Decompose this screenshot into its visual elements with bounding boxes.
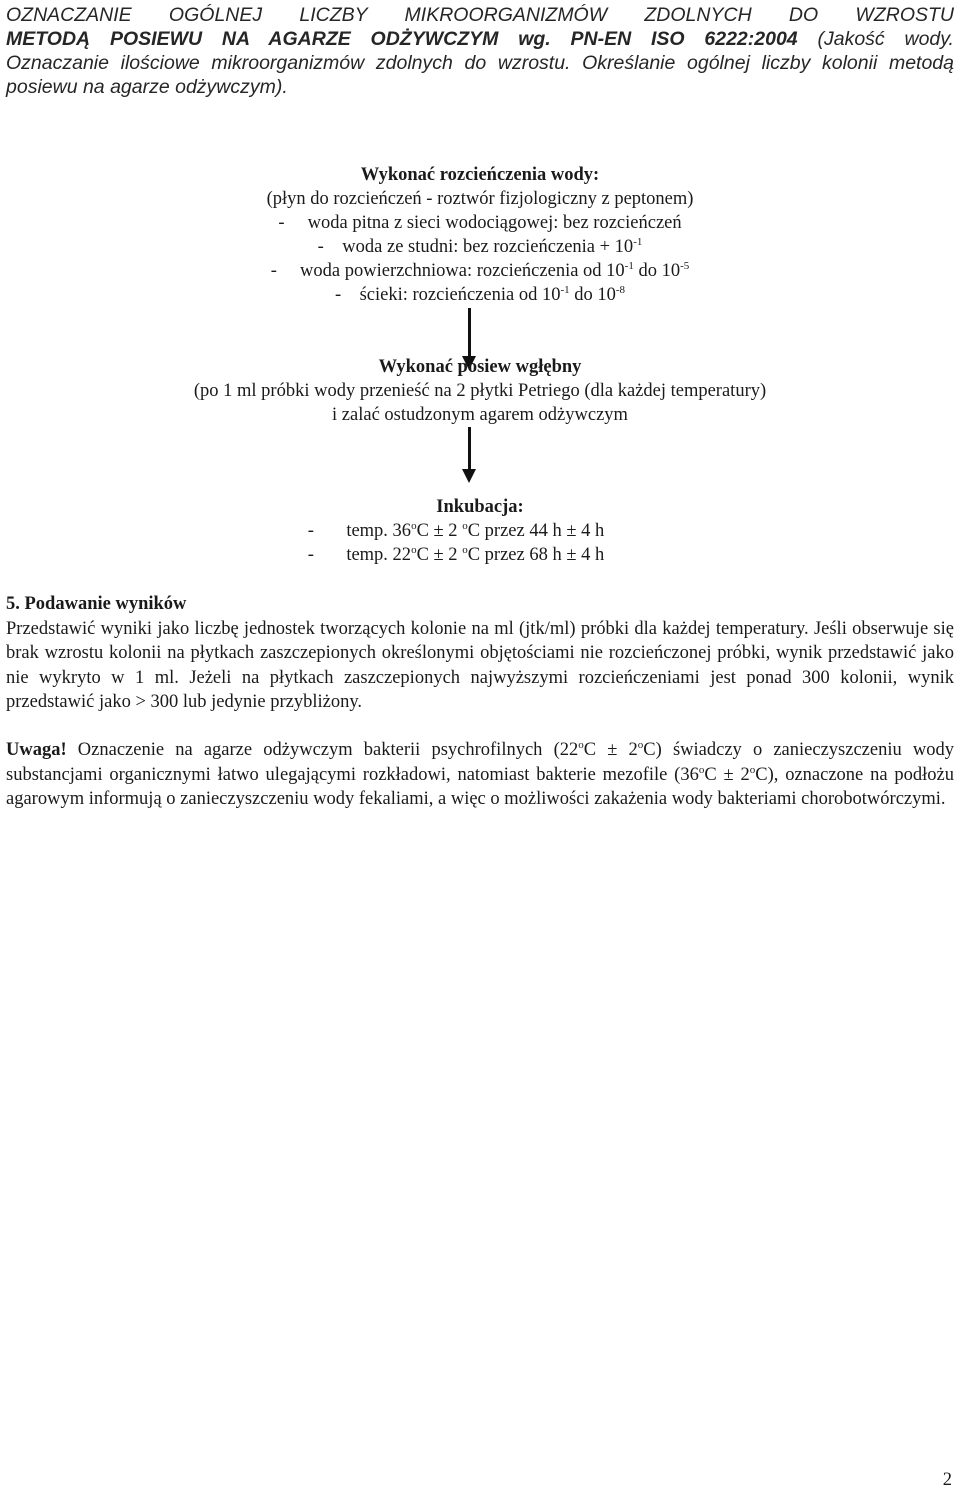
degree-sup: o — [637, 739, 644, 751]
degree-sup: o — [698, 763, 705, 776]
incubation-temp: temp. 22 — [346, 545, 412, 565]
dilution-block — [0, 163, 960, 307]
dilution-item-text: ścieki: rozcieńczenia od 10 — [359, 285, 561, 305]
incubation-duration: C przez 44 h ± 4 h — [467, 521, 605, 541]
degree-sup: o — [411, 544, 417, 556]
note-text: Oznaczenie na agarze odżywczym bakterii psychrofilnych (22 — [66, 740, 579, 760]
dilution-item-text: woda ze studni: bez rozcieńczenia + 10 — [342, 237, 634, 257]
exponent: -1 — [633, 236, 643, 248]
dilution-item — [0, 283, 960, 307]
incubation-tolerance: C ± 2 — [416, 545, 463, 565]
degree-sup: o — [462, 520, 468, 532]
incubation-block — [0, 495, 960, 567]
incubation-item — [0, 519, 936, 543]
dilution-item — [0, 235, 960, 259]
page-number: 2 — [942, 1470, 952, 1490]
dash: - — [334, 285, 342, 305]
exponent: -1 — [560, 284, 570, 296]
header-line-4: posiewu na agarze odżywczym). — [6, 76, 288, 98]
note-text: C) świadczy o zanieczyszczeniu wody substancjami organicznymi łatwo ulegającymi rozkładowi, natomiast bakterie mezofile (36 — [6, 740, 954, 785]
dilution-title: Wykonać rozcieńczenia wody: — [360, 165, 600, 185]
exponent: -8 — [615, 284, 626, 296]
dilution-subtitle: (płyn do rozcieńczeń - roztwór fizjologiczny z peptonem) — [266, 189, 694, 209]
header-standard: METODĄ POSIEWU NA AGARZE ODŻYWCZYM wg. PN-EN ISO 6222:2004 — [6, 28, 798, 50]
dilution-item — [0, 211, 960, 235]
header-line-2 — [6, 27, 954, 51]
seeding-line-1: (po 1 ml próbki wody przenieść na 2 płytki Petriego (dla każdej temperatury) — [193, 381, 767, 401]
note-text: C ± 2 — [583, 740, 638, 760]
note-text: C ± 2 — [704, 764, 750, 785]
incubation-temp: temp. 36 — [346, 521, 412, 541]
header-line-3: Oznaczanie ilościowe mikroorganizmów zdolnych do wzrostu. Określanie ogólnej liczby kolonii metodą — [6, 52, 954, 74]
flow-arrow-down-icon — [459, 427, 479, 485]
dilution-item-text: woda powierzchniowa: rozcieńczenia od 10 — [300, 261, 625, 281]
dash: - — [307, 545, 314, 565]
note-text: C), oznaczone na podłożu agarowym informują o zanieczyszczeniu wody fekaliami, a więc o możliwości zakażenia wody bakteriami chorobotwórczymi. — [6, 764, 954, 809]
dilution-item — [0, 259, 960, 283]
dilution-item-text-2: do 10 — [569, 285, 616, 305]
incubation-tolerance: C ± 2 — [416, 521, 463, 541]
results-paragraph: Przedstawić wyniki jako liczbę jednostek tworzących kolonie na ml (jtk/ml) próbki dla każdej temperatury. Jeśli obserwuje się brak wzrostu kolonii na płytkach zaszczepionych określonymi objętościami nie rozcieńczonej próbki, wynik przedstawić jako nie wykryto w 1 ml. Jeżeli na płytkach zaszczepionych najwyższymi rozcieńczeniami jest ponad 300 kolonii, wynik przedstawić jako > 300 lub jedynie przybliżony. — [6, 618, 954, 712]
dilution-item-text-2: do 10 — [633, 261, 681, 281]
degree-sup: o — [749, 763, 756, 776]
degree-sup: o — [411, 520, 417, 532]
seeding-title: Wykonać posiew wgłębny — [378, 357, 582, 377]
dash: - — [307, 521, 314, 541]
dash: - — [317, 237, 324, 257]
exponent: -1 — [624, 260, 634, 272]
note-label: Uwaga! — [6, 740, 67, 760]
results-section — [6, 592, 954, 715]
seeding-line-2: i zalać ostudzonym agarem odżywczym — [332, 405, 628, 425]
incubation-item — [0, 543, 936, 567]
exponent: -5 — [680, 260, 690, 272]
results-heading: 5. Podawanie wyników — [6, 594, 187, 614]
header-line-1: OZNACZANIE OGÓLNEJ LICZBY MIKROORGANIZMÓW ZDOLNYCH DO WZROSTU — [6, 4, 954, 26]
dilution-item-text: woda pitna z sieci wodociągowej: bez rozcieńczeń — [307, 213, 682, 233]
document-header — [6, 3, 954, 99]
incubation-title: Inkubacja: — [436, 497, 524, 517]
note-section — [6, 738, 954, 812]
dash: - — [270, 261, 277, 281]
degree-sup: o — [462, 544, 468, 556]
incubation-duration: C przez 68 h ± 4 h — [467, 545, 605, 565]
seeding-block — [0, 355, 960, 427]
degree-sup: o — [578, 739, 584, 751]
dash: - — [278, 213, 285, 233]
header-line-2-rest: (Jakość wody. — [817, 28, 954, 50]
